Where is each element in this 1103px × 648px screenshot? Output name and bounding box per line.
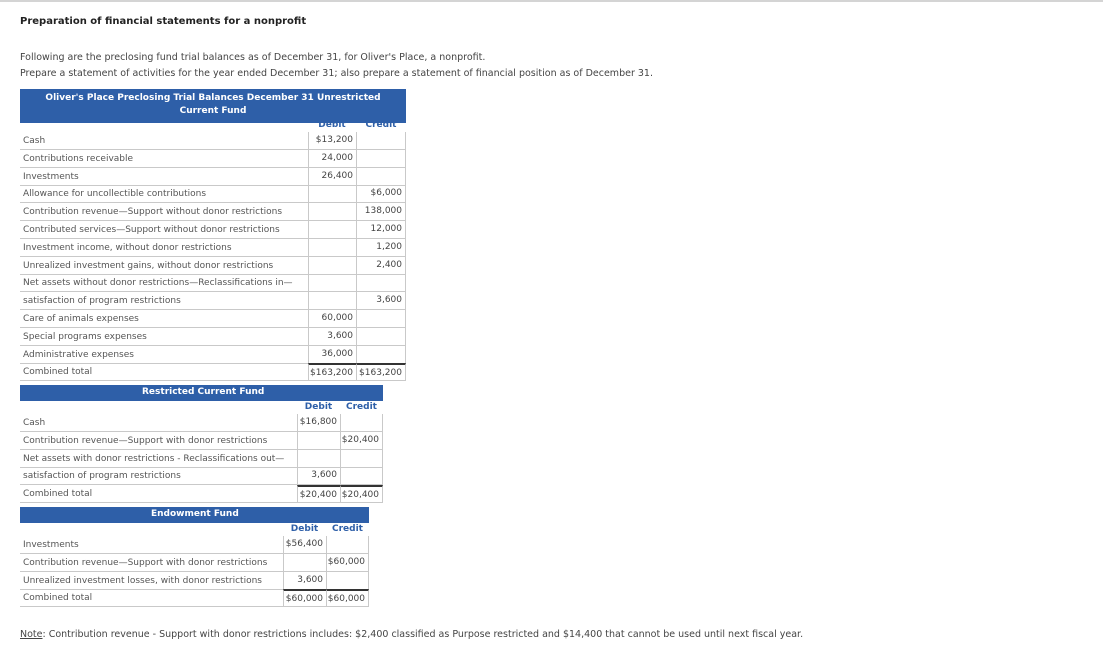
debit-cell: $13,200: [308, 132, 356, 149]
credit-cell: [326, 572, 369, 589]
table-row: [20, 168, 406, 186]
debit-cell: 36,000: [308, 346, 356, 363]
table-row: [20, 467, 383, 485]
debit-column-header: Debit: [304, 402, 333, 412]
debit-cell: [297, 450, 340, 467]
account-label: Combined total: [23, 367, 93, 378]
credit-cell: $6,000: [356, 185, 406, 202]
unrestricted-fund-header: Oliver's Place Preclosing Trial Balances December 31 Unrestricted Current Fund: [20, 89, 406, 123]
credit-cell: 2,400: [356, 257, 406, 274]
debit-cell: [308, 292, 356, 309]
debit-cell: 60,000: [308, 310, 356, 327]
debit-cell: [297, 432, 340, 449]
account-label: Cash: [23, 136, 46, 146]
restricted-fund-title: Restricted Current Fund: [142, 387, 265, 397]
debit-cell: $56,400: [283, 536, 326, 553]
credit-column-header: Credit: [346, 402, 377, 412]
table-row: [20, 150, 406, 168]
credit-cell: [356, 346, 406, 363]
account-label: Net assets with donor restrictions - Reclassifications out—: [23, 453, 285, 464]
account-label: Care of animals expenses: [23, 314, 139, 324]
credit-cell: $20,400: [340, 432, 383, 449]
total-row: [20, 363, 406, 381]
account-label: Contributed services—Support without donor restrictions: [23, 225, 280, 235]
credit-cell: [356, 168, 406, 185]
debit-cell: [308, 221, 356, 238]
endowment-fund-header: [20, 507, 369, 523]
account-label: satisfaction of program restrictions: [23, 296, 181, 307]
credit-cell: $163,200: [356, 363, 406, 380]
debit-cell: [283, 554, 326, 571]
debit-column-header: Debit: [318, 120, 346, 130]
note-text: : Contribution revenue - Support with donor restrictions includes: $2,400 classified as Purpose restricted and $14,400 that cannot be used until next fiscal year.: [42, 629, 804, 640]
table-row: [20, 450, 383, 468]
account-label: Contributions receivable: [23, 153, 134, 164]
credit-cell: [340, 414, 383, 431]
total-row: [20, 589, 369, 607]
table-row: [20, 292, 406, 310]
credit-cell: 12,000: [356, 221, 406, 238]
account-label: Allowance for uncollectible contributions: [23, 189, 207, 200]
debit-cell: 3,600: [283, 572, 326, 589]
account-label: Investments: [23, 171, 79, 182]
table-row: [20, 310, 406, 328]
debit-cell: $20,400: [297, 485, 340, 502]
table-row: [20, 432, 383, 450]
table-row: [20, 328, 406, 346]
intro-text-1: Following are the preclosing fund trial balances as of December 31, for Oliver's Place, a nonprofit.: [20, 52, 486, 63]
table-row: [20, 257, 406, 275]
debit-cell: [308, 185, 356, 202]
credit-cell: [326, 536, 369, 553]
note-label: Note: [20, 629, 43, 640]
account-label: Net assets without donor restrictions—Reclassifications in—: [23, 278, 293, 289]
account-label: Contribution revenue—Support with donor restrictions: [23, 435, 268, 446]
table-row: [20, 185, 406, 203]
credit-cell: 3,600: [356, 292, 406, 309]
account-label: satisfaction of program restrictions: [23, 471, 181, 482]
table-row: [20, 203, 406, 221]
account-label: Special programs expenses: [23, 331, 147, 342]
account-label: Contribution revenue—Support without donor restrictions: [23, 207, 283, 218]
credit-cell: $60,000: [326, 554, 369, 571]
account-label: Contribution revenue—Support with donor restrictions: [23, 557, 268, 568]
debit-cell: $16,800: [297, 414, 340, 431]
credit-cell: [356, 328, 406, 345]
restricted-fund-header: [20, 385, 383, 401]
debit-cell: 26,400: [308, 168, 356, 185]
credit-cell: $60,000: [326, 589, 369, 606]
table-row: [20, 274, 406, 292]
account-label: Combined total: [23, 489, 93, 500]
credit-cell: 1,200: [356, 239, 406, 256]
page-title: Preparation of financial statements for a nonprofit: [20, 16, 307, 27]
intro-text-2: Prepare a statement of activities for the year ended December 31; also prepare a statement of financial position as of December 31.: [20, 68, 653, 79]
debit-cell: [308, 257, 356, 274]
debit-cell: [308, 203, 356, 220]
account-label: Investments: [23, 540, 79, 550]
credit-cell: 138,000: [356, 203, 406, 220]
debit-cell: 3,600: [297, 467, 340, 484]
credit-column-header: Credit: [332, 524, 363, 534]
table-row: [20, 572, 369, 590]
credit-cell: [356, 132, 406, 149]
footnote: [20, 629, 803, 640]
table-row: [20, 132, 406, 150]
credit-column-header: Credit: [365, 120, 397, 130]
credit-cell: [356, 274, 406, 291]
account-label: Investment income, without donor restrictions: [23, 242, 232, 253]
endowment-fund-title: Endowment Fund: [151, 509, 239, 519]
debit-cell: 24,000: [308, 150, 356, 167]
credit-cell: $20,400: [340, 485, 383, 502]
top-divider: [0, 0, 1103, 2]
account-label: Administrative expenses: [23, 349, 134, 360]
debit-column-header: Debit: [290, 524, 319, 534]
table-row: [20, 554, 369, 572]
credit-cell: [340, 467, 383, 484]
table-row: [20, 239, 406, 257]
debit-cell: $163,200: [308, 363, 356, 380]
table-row: [20, 414, 383, 432]
debit-cell: [308, 239, 356, 256]
credit-cell: [356, 150, 406, 167]
account-label: Cash: [23, 418, 46, 428]
debit-cell: $60,000: [283, 589, 326, 606]
credit-cell: [340, 450, 383, 467]
table-row: [20, 221, 406, 239]
table-row: [20, 536, 369, 554]
account-label: Combined total: [23, 593, 93, 604]
total-row: [20, 485, 383, 503]
credit-cell: [356, 310, 406, 327]
account-label: Unrealized investment gains, without donor restrictions: [23, 260, 274, 271]
account-label: Unrealized investment losses, with donor restrictions: [23, 575, 262, 586]
table-row: [20, 346, 406, 364]
debit-cell: [308, 274, 356, 291]
debit-cell: 3,600: [308, 328, 356, 345]
